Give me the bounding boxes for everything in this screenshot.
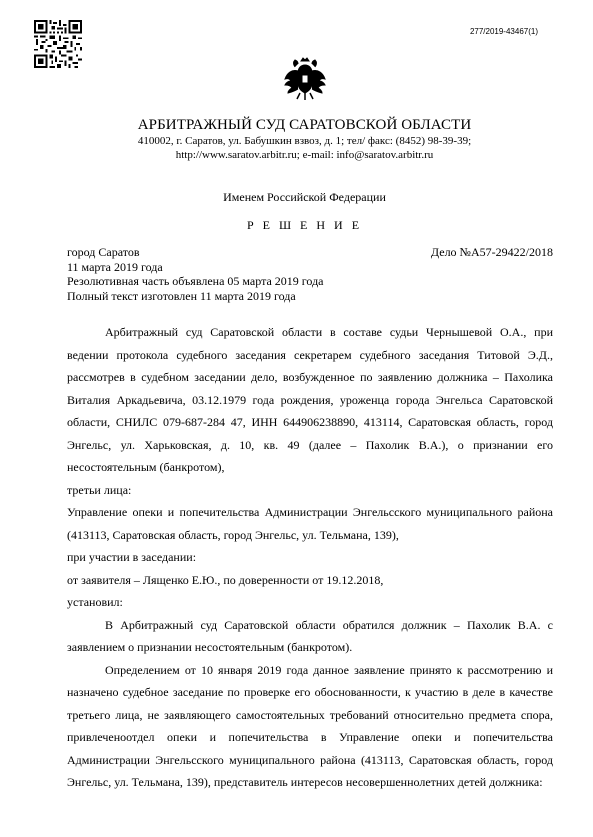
- paragraph-application: В Арбитражный суд Саратовской области обратился должник – Пахолик В.А. с заявлением о признании несостоятельным (банкротом).: [67, 617, 553, 654]
- qr-code-icon: [34, 20, 82, 68]
- applicant-representative: от заявителя – Лященко Е.Ю., по доверенности от 19.12.2018,: [67, 572, 384, 587]
- double-headed-eagle-emblem-icon: [283, 55, 327, 101]
- case-reference: 277/2019-43467(1): [469, 27, 538, 36]
- decision-date: 11 марта 2019 года: [67, 259, 163, 274]
- court-name: АРБИТРАЖНЫЙ СУД САРАТОВСКОЙ ОБЛАСТИ: [137, 117, 472, 133]
- case-number: Дело №А57-29422/2018: [430, 245, 553, 259]
- established-label: установил:: [67, 595, 123, 609]
- paragraph-intro: Арбитражный суд Саратовской области в составе судьи Чернышевой О.А., при ведении протокола судебного заседания секретарем судебного заседания Титовой Э.Д., рассмотрев в судебном заседании дело, возбужденное по заявлению должника – Пахолика Виталия Аркадьевича, 03.12.1979 года рождения, уроженца города Энгельса Саратовской области, СНИЛС 079-687-284 47, ИНН 644906238890, 413114, Саратовская область, город Энгельс, ул. Харьковская, д. 10, кв. 49 (далее – Пахолик В.А.), о признании его несостоятельным (банкротом),: [67, 325, 553, 474]
- decision-title: Р Е Ш Е Н И Е: [246, 218, 363, 232]
- court-address: 410002, г. Саратов, ул. Бабушкин взвоз, д. 1; тел/ факс: (8452) 98-39-39;: [137, 135, 472, 147]
- third-parties-label: третьи лица:: [67, 482, 132, 497]
- decision-body: [67, 321, 553, 794]
- full-text-note: Полный текст изготовлен 11 марта 2019 года: [67, 288, 296, 303]
- city: город Саратов: [67, 245, 140, 259]
- paragraph-ruling: Определением от 10 января 2019 года данное заявление принято к рассмотрению и назначено судебное заседание по проверке его обоснованности, к участию в деле в качестве третьего лица, не заявляющего самостоятельных требований относительно предмета спора, привлеченоотдел опеки и попечительства в Управление опеки и попечительства Администрации Энгельсского муниципального района (413113, Саратовская область, город Энгельс, ул. Тельмана, 139), представитель интересов несовершеннолетних детей должника:: [67, 662, 553, 789]
- third-party-text: Управление опеки и попечительства Администрации Энгельсского муниципального района (413113, Саратовская область, город Энгельс, ул. Тельмана, 139),: [67, 505, 553, 542]
- decision-meta: [67, 245, 324, 303]
- resolution-note: Резолютивная часть объявлена 05 марта 2019 года: [67, 274, 324, 288]
- in-the-name-heading: Именем Российской Федерации: [223, 190, 386, 204]
- court-contacts: http://www.saratov.arbitr.ru; e-mail: info@saratov.arbitr.ru: [175, 149, 434, 161]
- participation-label: при участии в заседании:: [67, 550, 197, 564]
